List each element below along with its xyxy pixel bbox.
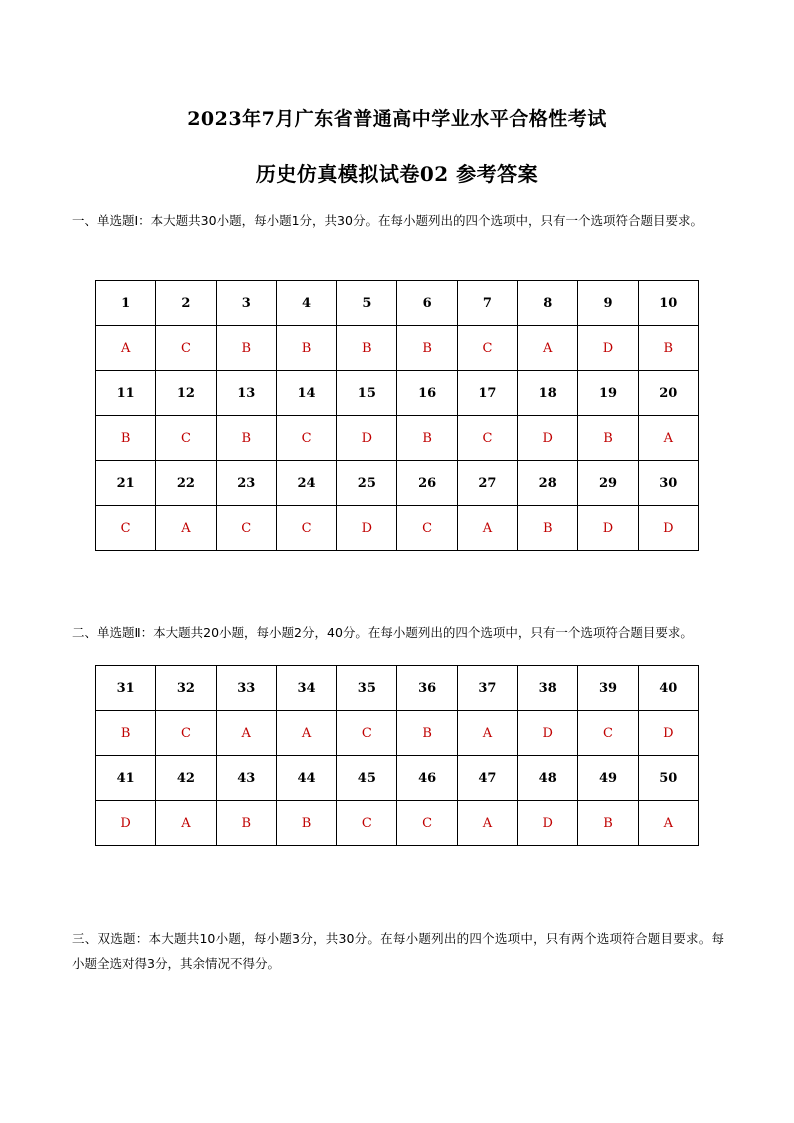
question-number-cell: 5 [337,281,397,326]
question-number-cell: 7 [457,281,517,326]
answer-cell: C [337,711,397,756]
answer-cell: B [337,326,397,371]
answer-cell: B [216,326,276,371]
question-number-cell: 22 [156,461,216,506]
answer-cell: B [397,326,457,371]
answer-cell: A [518,326,578,371]
question-number-cell: 9 [578,281,638,326]
question-number-cell: 1 [96,281,156,326]
question-number-cell: 32 [156,666,216,711]
answer-table-section1 [95,280,699,551]
question-number-cell: 49 [578,756,638,801]
answer-cell: C [276,506,336,551]
question-number-cell: 26 [397,461,457,506]
answer-cell: A [457,506,517,551]
question-number-row [96,756,699,801]
question-number-cell: 6 [397,281,457,326]
answer-cell: C [337,801,397,846]
question-number-cell: 14 [276,371,336,416]
answer-cell: A [457,801,517,846]
question-number-cell: 2 [156,281,216,326]
answer-cell: C [457,416,517,461]
answer-cell: D [578,506,638,551]
question-number-cell: 37 [457,666,517,711]
answer-cell: B [276,801,336,846]
question-number-cell: 20 [638,371,698,416]
question-number-cell: 29 [578,461,638,506]
answer-row [96,506,699,551]
answer-cell: A [156,801,216,846]
question-number-cell: 36 [397,666,457,711]
answer-cell: D [578,326,638,371]
answer-cell: C [457,326,517,371]
answer-row [96,801,699,846]
answer-cell: C [397,506,457,551]
answer-cell: D [638,506,698,551]
page-subtitle: 历史仿真模拟试卷02 参考答案 [255,162,539,186]
answer-cell: D [337,506,397,551]
answer-cell: C [156,416,216,461]
question-number-cell: 40 [638,666,698,711]
question-number-row [96,461,699,506]
question-number-cell: 16 [397,371,457,416]
question-number-cell: 27 [457,461,517,506]
answer-cell: A [638,416,698,461]
question-number-cell: 50 [638,756,698,801]
question-number-cell: 12 [156,371,216,416]
question-number-cell: 17 [457,371,517,416]
question-number-cell: 24 [276,461,336,506]
question-number-cell: 19 [578,371,638,416]
answer-cell: B [578,416,638,461]
question-number-cell: 4 [276,281,336,326]
question-number-cell: 38 [518,666,578,711]
question-number-cell: 34 [276,666,336,711]
answer-cell: B [216,416,276,461]
question-number-cell: 33 [216,666,276,711]
answer-cell: A [96,326,156,371]
answer-row [96,416,699,461]
answer-cell: B [276,326,336,371]
answer-row [96,326,699,371]
answer-cell: C [216,506,276,551]
question-number-cell: 18 [518,371,578,416]
answer-cell: D [518,416,578,461]
question-number-row [96,666,699,711]
answer-cell: D [96,801,156,846]
answer-cell: C [156,711,216,756]
question-number-cell: 41 [96,756,156,801]
question-number-cell: 10 [638,281,698,326]
question-number-cell: 39 [578,666,638,711]
question-number-cell: 28 [518,461,578,506]
question-number-cell: 31 [96,666,156,711]
question-number-cell: 45 [337,756,397,801]
question-number-cell: 8 [518,281,578,326]
answer-cell: C [96,506,156,551]
section2-instructions: 二、单选题Ⅱ：本大题共20小题，每小题2分，40分。在每小题列出的四个选项中，只有一个选项符合题目要求。 [72,625,693,640]
answer-cell: C [397,801,457,846]
answer-cell: B [216,801,276,846]
question-number-cell: 47 [457,756,517,801]
answer-cell: A [457,711,517,756]
question-number-cell: 25 [337,461,397,506]
answer-cell: B [397,711,457,756]
answer-cell: C [578,711,638,756]
answer-cell: D [518,711,578,756]
answer-cell: C [276,416,336,461]
answer-cell: A [216,711,276,756]
section3-instructions: 三、双选题：本大题共10小题，每小题3分，共30分。在每小题列出的四个选项中，只有两个选项符合题目要求。每小题全选对得3分，其余情况不得分。 [72,931,724,971]
question-number-cell: 15 [337,371,397,416]
question-number-cell: 23 [216,461,276,506]
question-number-cell: 21 [96,461,156,506]
question-number-row [96,281,699,326]
answer-row [96,711,699,756]
answer-table-section2 [95,665,699,846]
question-number-cell: 48 [518,756,578,801]
question-number-row [96,371,699,416]
answer-cell: B [96,711,156,756]
answer-cell: A [276,711,336,756]
answer-cell: B [96,416,156,461]
section1-instructions: 一、单选题Ⅰ：本大题共30小题，每小题1分，共30分。在每小题列出的四个选项中，只有一个选项符合题目要求。 [72,213,703,228]
question-number-cell: 13 [216,371,276,416]
answer-cell: B [397,416,457,461]
answer-cell: B [638,326,698,371]
question-number-cell: 42 [156,756,216,801]
answer-cell: A [638,801,698,846]
question-number-cell: 46 [397,756,457,801]
page-title: 2023年7月广东省普通高中学业水平合格性考试 [187,108,607,130]
question-number-cell: 35 [337,666,397,711]
answer-cell: A [156,506,216,551]
answer-cell: B [578,801,638,846]
answer-cell: C [156,326,216,371]
answer-cell: D [518,801,578,846]
question-number-cell: 43 [216,756,276,801]
answer-cell: B [518,506,578,551]
question-number-cell: 11 [96,371,156,416]
question-number-cell: 3 [216,281,276,326]
question-number-cell: 44 [276,756,336,801]
answer-cell: D [337,416,397,461]
answer-cell: D [638,711,698,756]
question-number-cell: 30 [638,461,698,506]
